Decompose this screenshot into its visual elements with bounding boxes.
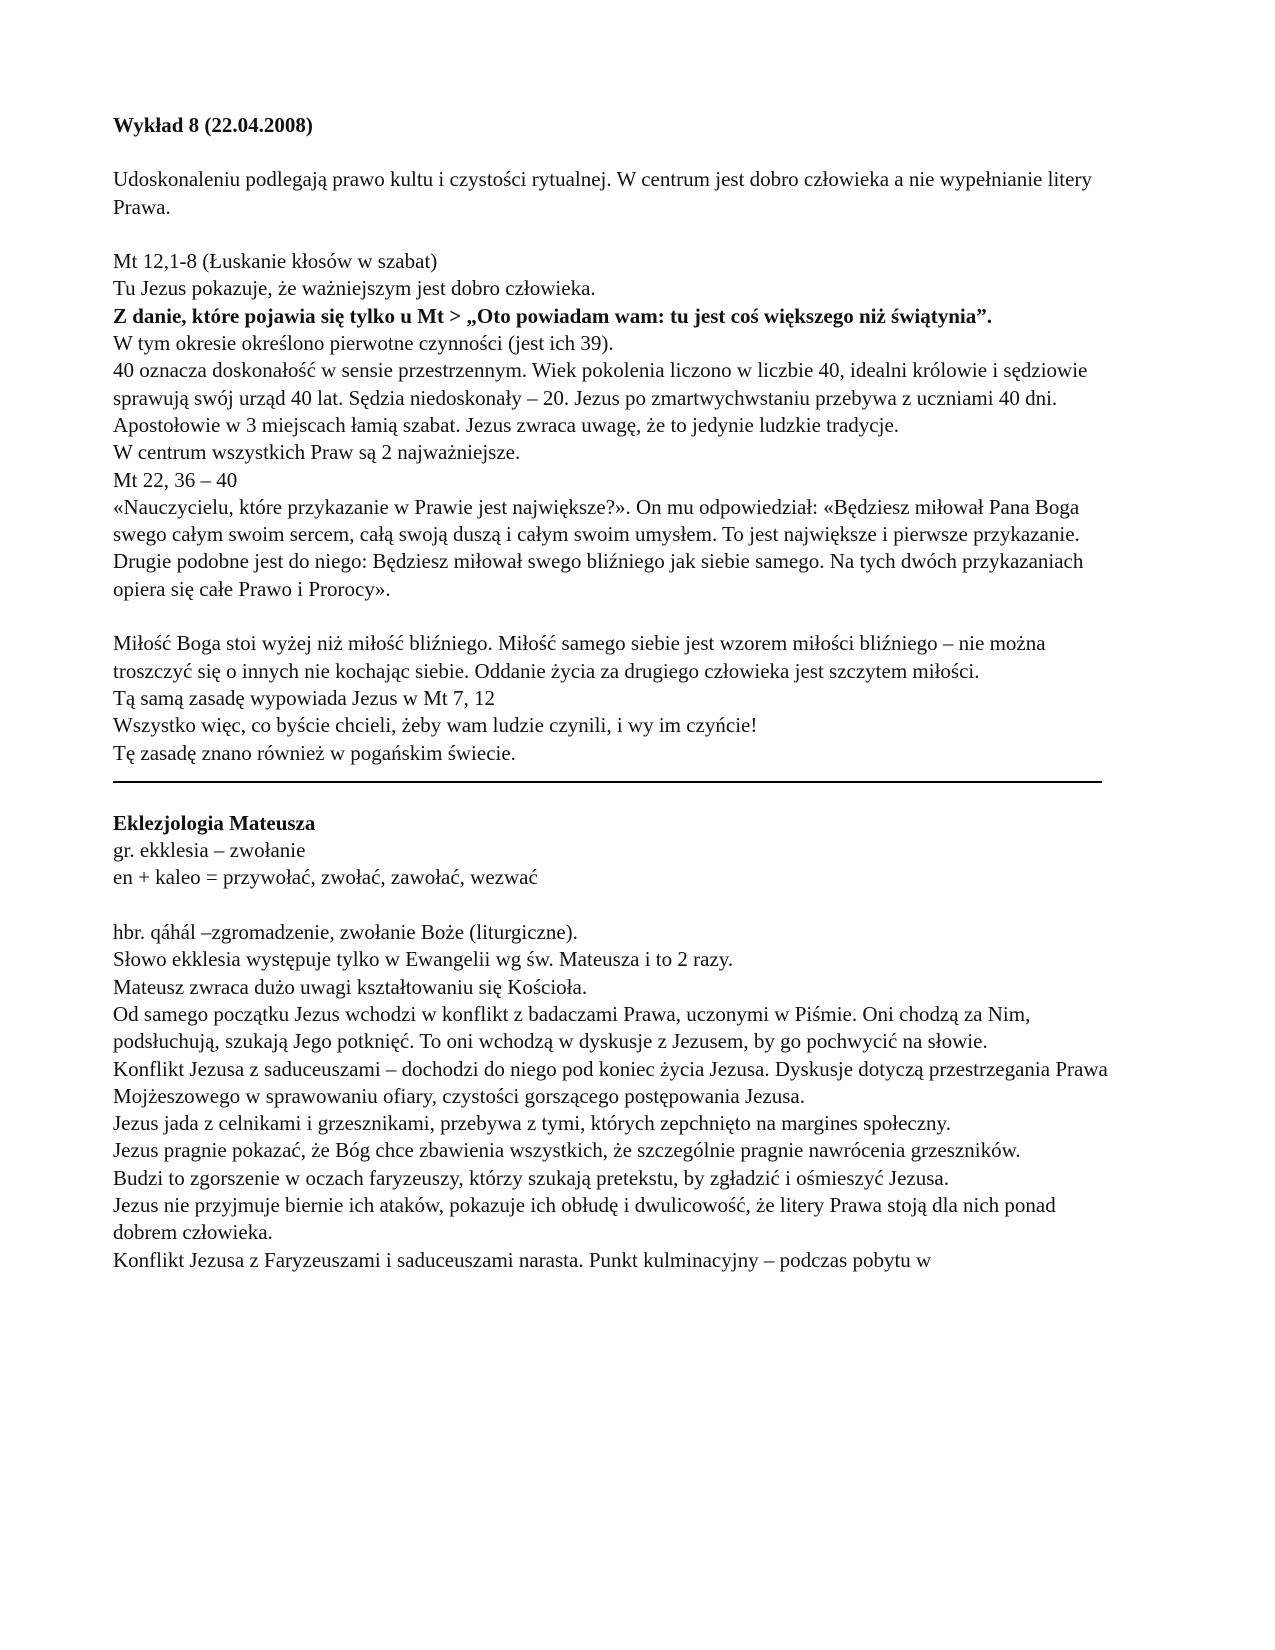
paragraph: Jezus jada z celnikami i grzesznikami, przebywa z tymi, których zepchnięto na margines społeczny.: [113, 1111, 951, 1136]
spacer: [113, 221, 1113, 248]
section-heading: Eklezjologia Mateusza: [113, 810, 316, 835]
spacer: [113, 603, 1113, 630]
quote-paragraph: «Nauczycielu, które przykazanie w Prawie jest największe?». On mu odpowiedział: «Będziesz miłował Pana Boga swego całym swoim sercem, całą swoją duszą i całym swoim umysłem. To jest największe i pierwsze przykazanie. Drugie podobne jest do niego: Będziesz miłował swego bliźniego jak siebie samego. Na tych dwóch przykazaniach opiera się całe Prawo i Prorocy».: [113, 494, 1084, 601]
paragraph: Mateusz zwraca dużo uwagi kształtowaniu się Kościoła.: [113, 974, 588, 999]
spacer: [113, 892, 1113, 919]
scripture-reference: Mt 12,1-8 (Łuskanie kłosów w szabat): [113, 249, 438, 274]
lecture-title: Wykład 8 (22.04.2008): [113, 113, 313, 137]
document-page: [113, 112, 1113, 1274]
paragraph: hbr. qáhál –zgromadzenie, zwołanie Boże (liturgiczne).: [113, 920, 578, 945]
scripture-reference: Mt 22, 36 – 40: [113, 467, 238, 492]
paragraph: Tę zasadę znano również w pogańskim świecie.: [113, 740, 516, 765]
paragraph: Konflikt Jezusa z saduceuszami – dochodzi do niego pod koniec życia Jezusa. Dyskusje dotyczą przestrzegania Prawa Mojżeszowego w sprawowaniu ofiary, czystości gorszącego postępowania Jezusa.: [113, 1056, 1108, 1108]
bold-quote: Z danie, które pojawia się tylko u Mt > „Oto powiadam wam: tu jest coś większego niż świątynia”.: [113, 303, 992, 328]
paragraph: Tu Jezus pokazuje, że ważniejszym jest dobro człowieka.: [113, 276, 596, 301]
paragraph: Jezus pragnie pokazać, że Bóg chce zbawienia wszystkich, że szczególnie pragnie nawrócenia grzeszników.: [113, 1138, 1021, 1163]
paragraph: en + kaleo = przywołać, zwołać, zawołać, wezwać: [113, 865, 538, 890]
paragraph: Jezus nie przyjmuje biernie ich ataków, pokazuje ich obłudę i dwulicowość, że litery Prawa stoją dla nich ponad dobrem człowieka.: [113, 1192, 1056, 1245]
paragraph: Wszystko więc, co byście chcieli, żeby wam ludzie czynili, i wy im czyńcie!: [113, 713, 758, 738]
paragraph: Apostołowie w 3 miejscach łamią szabat. Jezus zwraca uwagę, że to jedynie ludzkie tradycje.: [113, 412, 900, 437]
paragraph: Miłość Boga stoi wyżej niż miłość bliźniego. Miłość samego siebie jest wzorem miłości bliźniego – nie można troszczyć się o innych nie kochając siebie. Oddanie życia za drugiego człowieka jest szczytem miłości.: [113, 631, 1046, 683]
paragraph: Konflikt Jezusa z Faryzeuszami i saduceuszami narasta. Punkt kulminacyjny – podczas pobytu w: [113, 1247, 932, 1272]
paragraph: Od samego początku Jezus wchodzi w konflikt z badaczami Prawa, uczonymi w Piśmie. Oni chodzą za Nim, podsłuchują, szukają Jego potknięć. To oni wchodzą w dyskusje z Jezusem, by go pochwycić na słowie.: [113, 1001, 1031, 1054]
paragraph: 40 oznacza doskonałość w sensie przestrzennym. Wiek pokolenia liczono w liczbie 40, idealni królowie i sędziowie sprawują swój urząd 40 lat. Sędzia niedoskonały – 20. Jezus po zmartwychwstaniu przebywa z uczniami 40 dni.: [113, 358, 1088, 410]
paragraph: gr. ekklesia – zwołanie: [113, 838, 306, 863]
paragraph: W tym okresie określono pierwotne czynności (jest ich 39).: [113, 331, 614, 356]
paragraph: Słowo ekklesia występuje tylko w Ewangelii wg św. Mateusza i to 2 razy.: [113, 947, 734, 972]
paragraph: Tą samą zasadę wypowiada Jezus w Mt 7, 12: [113, 685, 495, 710]
intro-paragraph: Udoskonaleniu podlegają prawo kultu i czystości rytualnej. W centrum jest dobro człowieka a nie wypełnianie litery Prawa.: [113, 167, 1092, 219]
paragraph: W centrum wszystkich Praw są 2 najważniejsze.: [113, 440, 521, 465]
paragraph: Budzi to zgorszenie w oczach faryzeuszy, którzy szukają pretekstu, by zgładzić i ośmieszyć Jezusa.: [113, 1165, 949, 1190]
horizontal-divider: [113, 781, 1102, 783]
